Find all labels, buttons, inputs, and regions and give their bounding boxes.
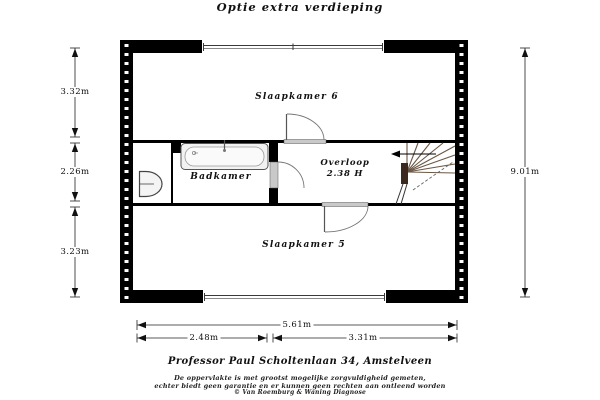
door-arc-icon-slaapkamer6: [284, 114, 326, 144]
bathtub-icon: [181, 140, 268, 170]
footer-disclaimer-line2: echter biedt geen garantie en er kunnen geen rechten aan ontleend worden: [154, 381, 446, 390]
page-title: Optie extra verdieping: [216, 0, 384, 14]
dim-label-left-middle: 2.26m: [60, 167, 90, 177]
dim-label-bottom-right: 3.31m: [348, 333, 378, 343]
door-arc-icon-badkamer: [270, 162, 304, 188]
stairs-icon: [391, 143, 455, 204]
stairs-direction-arrow-icon: [391, 151, 436, 158]
window-icon-top: [202, 40, 384, 53]
footer-disclaimer-line1: De oppervlakte is met grootst mogelijke zorgvuldigheid gemeten,: [174, 374, 426, 382]
door-arc-icon-slaapkamer5: [322, 203, 368, 233]
room-label-overloop: Overloop: [320, 158, 370, 168]
room-label-slaapkamer5: Slaapkamer 5: [262, 240, 346, 250]
room-label-badkamer: Badkamer: [190, 172, 252, 182]
dim-label-left-bottom: 3.23m: [60, 247, 90, 257]
toilet-icon: [140, 171, 163, 196]
dim-label-right: 9.01m: [510, 167, 540, 177]
dim-label-bottom-total: 5.61m: [282, 320, 312, 330]
window-icon-bottom: [203, 290, 386, 303]
room-label-slaapkamer6: Slaapkamer 6: [255, 92, 339, 102]
room-label-overloop-height: 2.38 H: [326, 169, 364, 179]
dim-label-bottom-left: 2.48m: [189, 333, 219, 343]
footer-copyright: © Van Roemburg & Waning Diagnose: [233, 389, 367, 396]
dim-label-left-top: 3.32m: [60, 87, 90, 97]
footer-address: Professor Paul Scholtenlaan 34, Amstelveen: [167, 356, 433, 367]
